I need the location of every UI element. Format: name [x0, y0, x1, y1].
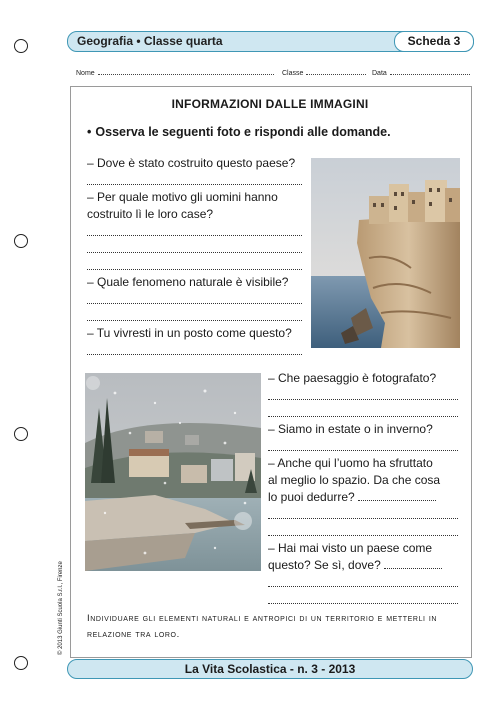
- worksheet-title: INFORMAZIONI DALLE IMMAGINI: [171, 97, 369, 111]
- question-7-line2: al meglio lo spazio. Da che cosa: [268, 473, 441, 487]
- question-6: – Siamo in estate o in inverno?: [268, 422, 433, 436]
- question-8-line2-text: questo? Se sì, dove?: [268, 558, 381, 572]
- answer-line[interactable]: [87, 257, 302, 274]
- binder-hole-top: [14, 39, 28, 53]
- question-4: – Tu vivresti in un posto come questo?: [87, 326, 292, 340]
- name-label: Nome: [76, 70, 95, 77]
- answer-line[interactable]: [87, 291, 302, 308]
- question-1: – Dove è stato costruito questo paese?: [87, 156, 296, 170]
- binder-hole-upper: [14, 234, 28, 248]
- binder-hole-lower: [14, 427, 28, 441]
- binder-hole-bottom: [14, 656, 28, 670]
- inline-answer[interactable]: [358, 490, 436, 501]
- lake-village-image: [85, 373, 261, 571]
- date-label: Data: [372, 70, 387, 77]
- answer-line[interactable]: [268, 574, 458, 591]
- lake-village-photo: [85, 373, 261, 571]
- footer-bar: [67, 659, 473, 679]
- answer-line[interactable]: [87, 342, 302, 359]
- answer-line[interactable]: [268, 438, 458, 455]
- answer-line[interactable]: [268, 591, 458, 608]
- header-subject: Geografia • Classe quarta: [77, 34, 223, 48]
- copyright-notice: © 2013 Giunti Scuola S.r.l., Firenze: [58, 561, 64, 655]
- question-3: – Quale fenomeno naturale è visibile?: [87, 275, 289, 289]
- question-7-line3: [268, 489, 458, 506]
- question-2-line1: – Per quale motivo gli uomini hanno: [87, 190, 278, 204]
- header-bar: [67, 31, 474, 52]
- sheet-tab: [394, 31, 474, 52]
- name-field[interactable]: [76, 68, 274, 77]
- class-field[interactable]: [282, 68, 366, 77]
- cliff-village-photo: [311, 158, 460, 348]
- question-2-line2: costruito lì le loro case?: [87, 207, 214, 221]
- answer-line[interactable]: [268, 387, 458, 404]
- instruction: [87, 125, 391, 139]
- question-5: – Che paesaggio è fotografato?: [268, 371, 437, 385]
- sheet-label: Scheda 3: [407, 34, 461, 48]
- question-7-line1: – Anche qui l’uomo ha sfruttato: [268, 456, 433, 470]
- answer-line[interactable]: [268, 404, 458, 421]
- question-7-line3-text: lo puoi dedurre?: [268, 490, 355, 504]
- class-label: Classe: [282, 70, 304, 77]
- answer-line[interactable]: [87, 172, 302, 189]
- student-fields: [76, 68, 472, 80]
- answer-line[interactable]: [87, 308, 302, 325]
- instruction-bullet: •: [87, 125, 92, 139]
- section1-questions: [87, 155, 302, 359]
- footer-text: La Vita Scolastica - n. 3 - 2013: [184, 662, 356, 676]
- instruction-text: Osserva le seguenti foto e rispondi alle domande.: [95, 125, 391, 139]
- question-8-line1: – Hai mai visto un paese come: [268, 541, 433, 555]
- learning-objective: Individuare gli elementi naturali e antropici di un territorio e metterli in relazione tra loro.: [87, 613, 438, 640]
- cliff-village-image: [311, 158, 460, 348]
- answer-line[interactable]: [268, 523, 458, 540]
- question-8-line2: [268, 557, 458, 574]
- date-field[interactable]: [372, 68, 470, 77]
- answer-line[interactable]: [87, 223, 302, 240]
- inline-answer[interactable]: [384, 558, 442, 569]
- section2-questions: [268, 370, 458, 608]
- answer-line[interactable]: [268, 506, 458, 523]
- answer-line[interactable]: [87, 240, 302, 257]
